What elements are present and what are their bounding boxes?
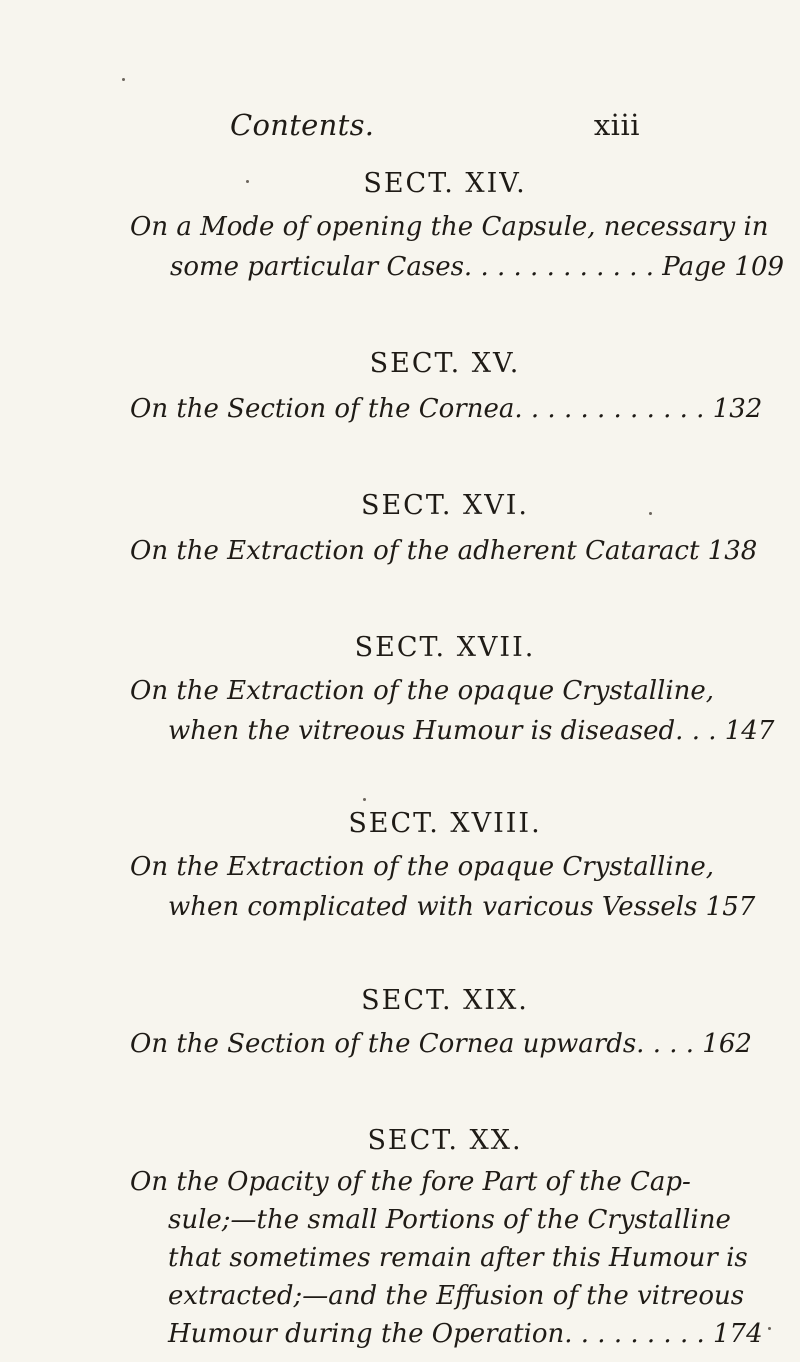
section-heading: SECT. XVII. — [354, 632, 536, 663]
entry-line: Humour during the Operation. . . . . . . . . 174 — [168, 1319, 763, 1349]
section-heading: SECT. XIX. — [361, 985, 529, 1016]
print-speck — [363, 798, 366, 801]
section-entry — [0, 663, 800, 746]
section-entry — [0, 839, 800, 922]
section-entry — [0, 521, 800, 566]
entry-line: On the Extraction of the opaque Crystalline, — [130, 852, 715, 882]
section-heading: SECT. XX. — [367, 1125, 523, 1156]
section-entry — [0, 1156, 800, 1349]
entry-line: that sometimes remain after this Humour is — [168, 1243, 748, 1273]
section-xix — [0, 985, 800, 1059]
entry-line: On the Opacity of the fore Part of the Cap- — [130, 1167, 691, 1197]
section-heading: SECT. XVIII. — [348, 808, 542, 839]
page-header — [230, 108, 640, 148]
page-number: xiii — [593, 108, 640, 142]
print-speck — [768, 1327, 771, 1330]
entry-line: when the vitreous Humour is diseased. . . 147 — [168, 716, 775, 746]
section-xiv — [0, 168, 800, 282]
print-speck — [122, 78, 125, 81]
section-xviii — [0, 808, 800, 922]
section-entry — [0, 379, 800, 424]
entry-line: On the Extraction of the opaque Crystalline, — [130, 676, 715, 706]
print-speck — [649, 512, 652, 515]
entry-line: On the Section of the Cornea. . . . . . . . . . . . 132 — [130, 394, 763, 424]
section-xvi — [0, 490, 800, 566]
section-entry — [0, 199, 800, 282]
running-title: Contents. — [230, 108, 375, 142]
section-heading: SECT. XV. — [369, 348, 521, 379]
section-xvii — [0, 632, 800, 746]
entry-line: some particular Cases. . . . . . . . . . . . Page 109 — [170, 252, 785, 282]
entry-line: when complicated with varicous Vessels 157 — [168, 892, 756, 922]
section-entry — [0, 1016, 800, 1059]
section-heading: SECT. XVI. — [360, 490, 530, 521]
section-xx — [0, 1125, 800, 1349]
section-xv — [0, 348, 800, 424]
entry-line: On a Mode of opening the Capsule, necessary in — [130, 212, 769, 242]
section-heading: SECT. XIV. — [363, 168, 527, 199]
entry-line: extracted;—and the Effusion of the vitreous — [168, 1281, 745, 1311]
print-speck — [246, 180, 249, 183]
entry-line: sule;—the small Portions of the Crystalline — [168, 1205, 731, 1235]
entry-line: On the Section of the Cornea upwards. . . . 162 — [130, 1029, 752, 1059]
entry-line: On the Extraction of the adherent Cataract 138 — [130, 536, 758, 566]
